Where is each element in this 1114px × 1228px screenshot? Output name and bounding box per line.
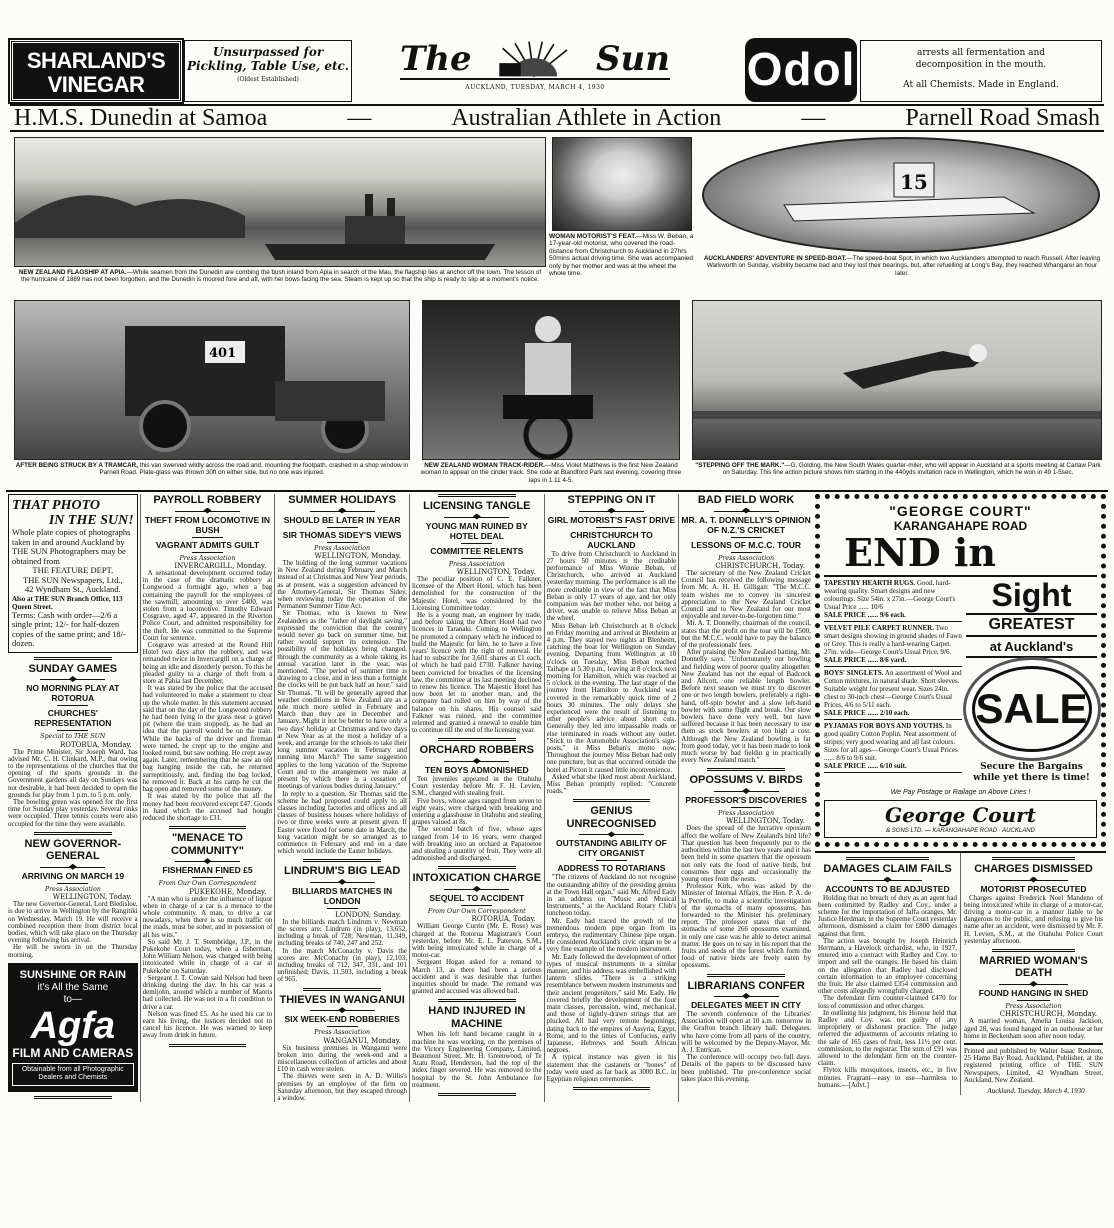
strip-headline: Parnell Road Smash bbox=[905, 105, 1100, 131]
article-subheadline: MOTORIST PROSECUTED bbox=[980, 883, 1087, 894]
article-paragraph: The holding of the long summer vacations in New Zealand during February and March instead of at Christmas and New Year periods, as at present, was a suggestion advanced by the Attorney-General, Sir Thomas Sidey, when reviewing today the operation of the Permanent Summer Time Act. bbox=[277, 559, 407, 611]
agfa-line: FILM AND CAMERAS bbox=[12, 1045, 134, 1060]
headline-ornament bbox=[310, 879, 375, 885]
gc-item-sale-price: SALE PRICE ...... 9/6 each. bbox=[824, 611, 906, 619]
rule bbox=[327, 1026, 358, 1027]
article-paragraph: William George Currin (Mr. E. Rose) was charged at the Rotorua Magistrate's Court yesterday, before Mr. E. L. Paterson, S.M., with being intoxicated while in charge of a motor-car. bbox=[411, 922, 542, 960]
headline-ornament bbox=[579, 831, 644, 837]
news-article bbox=[8, 832, 138, 959]
masthead-sun: Sun bbox=[596, 39, 670, 79]
article-paragraph: In outlining his judgment, his Honour held that Radley and Coy. was not guilty of any impropriety or dishonest practice. The judge referred the adjustments of accounts relating to the sale of 165 cases of fruit, less 11½ per cent. commission, to the registrar. The sum of £91 was allowed to the defendant firm on the counter-claim. bbox=[818, 1008, 957, 1068]
article-headline: CHARGES DISMISSED bbox=[974, 863, 1093, 875]
article-subheadline: PROFESSOR'S DISCOVERIES bbox=[685, 794, 807, 805]
article-separator bbox=[34, 657, 112, 660]
news-article bbox=[8, 657, 138, 828]
odol-ad-logo: Odol bbox=[745, 38, 857, 102]
headline-ornament bbox=[596, 860, 627, 861]
article-dateline: ROTORUA, Monday. bbox=[59, 740, 132, 749]
gc-headline: Sight bbox=[991, 577, 1072, 613]
article-paragraph: Sir Thomas, who is known to New Zealanders as the "father of daylight saving," expressed the conviction that the country would never go back on summer time, but rather would support its extension. The possibility of the holidays being changed, through the community as a whole taking its annual vacation later in the year, was mentioned. "The period of summer time is drawing to a close, and in less than a fortnight the clocks will be put back half an hour," said Sir Thomas. "It will be generally agreed that weather conditions in New Zealand are as a rule much more settled in February and March than they are in December and January. Might it not be better to have only a two days' holiday at Christmas and two days at New Year as at the most a holiday of a week, and arrange for the schools to take their long summer vacation in February and running into March? The same suggestion applies to the long vacation of the Supreme Court and to the arrangement we make at present by which there is a cessation of meetings of various bodies during January." bbox=[277, 609, 407, 791]
article-headline: "MENACE TO COMMUNITY" bbox=[170, 832, 244, 857]
caption-head: "STEPPING OFF THE MARK." bbox=[695, 462, 785, 469]
article-paragraph: Charges against Frederick Noel Mandeno of being intoxicated while in charge of a motor-car, driving a motor-car in a manner liable to be dangerous to the public, and refusing to give his name after an accident, were dismissed by Mr. F. H. Levien, S.M., at the Otahuhu Police Court yesterday afternoon. bbox=[964, 893, 1103, 945]
article-source: Press Association bbox=[179, 554, 236, 562]
article-source: From Our Own Correspondent bbox=[158, 880, 257, 888]
caption-head: AFTER BEING STRUCK BY A TRAMCAR, bbox=[15, 462, 138, 469]
headline-ornament bbox=[714, 508, 779, 514]
article-subheadline: VAGRANT ADMITS GUILT bbox=[155, 539, 260, 550]
article-headline: LIBRARIANS CONFER bbox=[687, 979, 805, 992]
gc-headline: END in bbox=[844, 530, 996, 575]
news-article bbox=[277, 859, 407, 983]
caption-text: —Miss W. Beban, a 17-year-old motorist, who covered the road-distance from Christchurch to Auckland in 27hrs 50mins actual driving time. She was accompanied only by her mother and was at the wheel the whole time. bbox=[549, 233, 694, 278]
rule bbox=[731, 552, 762, 553]
photo-caption bbox=[700, 255, 1104, 277]
article-paragraph: The seventh conference of the Libraries' Association will open at 10 a.m. tomorrow in the Grafton branch library hall. Delegates, who have come from all parts of the country, will be welcomed by the Deputy-Mayor, Mr. A. J. Entrican. bbox=[681, 1010, 811, 1055]
gc-sale-item bbox=[824, 667, 962, 720]
article-paragraph: The defendant firm counter-claimed £470 for loss of commission and other charges. bbox=[818, 994, 957, 1010]
article-separator bbox=[992, 949, 1075, 952]
article-subheadline: COMMITTEE RELENTS bbox=[430, 545, 524, 556]
article-source: Press Association bbox=[448, 560, 505, 568]
headline-ornament bbox=[999, 877, 1069, 883]
article-paragraph: A married woman, Amelia Louisa Jackson, aged 28, was found hanged in an outhouse at her home in Beckenham soon after noon today. bbox=[964, 1017, 1103, 1040]
gc-name: "GEORGE COURT" bbox=[889, 503, 1032, 519]
article-headline: PAYROLL ROBBERY bbox=[153, 494, 262, 506]
article-paragraph: The new Governor-General, Lord Bledisloe, is due to arrive in Wellington by the Rangitiki on Wednesday, March 19. He will receive a combined reception there from district local bodies, which will take place on the Thursday evening following his arrival. bbox=[8, 900, 138, 945]
article-headline: DAMAGES CLAIM FAILS bbox=[823, 863, 952, 875]
rule bbox=[192, 877, 223, 878]
gc-logo-sub: & SONS LTD. — KARANGAHAPE ROAD · AUCKLAND bbox=[886, 828, 1035, 834]
article-paragraph: In the billiards match Lindrum v. Newman the scores are: Lindrum (in play), 13,652, including a break of 728; Newman, 11,349, including breaks of 740, 247 and 252. bbox=[277, 917, 407, 948]
section-divider bbox=[6, 490, 1108, 492]
gc-sale-item bbox=[824, 577, 962, 622]
article-headline: LINDRUM'S BIG LEAD bbox=[284, 865, 401, 878]
article-subheadline: OUTSTANDING ABILITY OF CITY ORGANIST bbox=[556, 838, 667, 859]
odol-line2: At all Chemists. Made in England. bbox=[903, 80, 1059, 90]
photo-caption bbox=[692, 462, 1104, 477]
agfa-film-ad bbox=[8, 963, 138, 1092]
rule bbox=[192, 552, 223, 553]
article-subheadline: THEFT FROM LOCOMOTIVE IN BUSH bbox=[144, 514, 271, 535]
caption-text: —The speed-boat Spot, in which two Aucklanders attempted to reach Russell. After leaving Warkworth on Sunday, visibility became bad and they lost their bearings, but, after refuelling at Long's Bay, they reached Whangarei an hour later. bbox=[706, 255, 1101, 277]
article-paragraph: He will be sworn in on the Thursday morning. bbox=[8, 943, 138, 959]
agfa-line: Obtainable from all Photographic Dealers and Chemists bbox=[12, 1063, 134, 1086]
news-article bbox=[412, 738, 542, 862]
article-source: Special to THE SUN bbox=[40, 733, 106, 740]
article-paragraph: In reply to a question, Sir Thomas said the scheme he had proposed could apply to all classes including factories and offices and all classes of business houses where holidays of two or three weeks were at present given. If Easter were fixed for some date in March, the long vacation might be so arranged as to commence in February and end on a date which would include the Easter holidays. bbox=[277, 789, 407, 856]
strip-dash: — bbox=[347, 105, 372, 131]
agfa-line: to— bbox=[63, 993, 82, 1005]
news-article bbox=[143, 826, 273, 1040]
article-paragraph: Ten juveniles appeared in the Otahuhu Court yesterday before Mr. F. H. Levien, S.M., charged with stealing fruit. bbox=[411, 774, 542, 798]
article-subheadline: ACCOUNTS TO BE ADJUSTED bbox=[825, 883, 950, 894]
article-separator bbox=[573, 1087, 651, 1090]
article-separator bbox=[303, 859, 381, 862]
photo-speed-boat bbox=[702, 137, 1100, 253]
article-paragraph: Five boys, whose ages ranged from seven to eight years, were charged with breaking and entering a glasshouse in Otahuhu and stealing grapes valued at 8s. bbox=[411, 796, 542, 827]
article-headline: LICENSING TANGLE bbox=[423, 500, 531, 512]
george-court-sale-ad bbox=[815, 494, 1106, 847]
sharlands-vinegar-ad: SHARLAND'S VINEGAR bbox=[10, 40, 182, 102]
article-headline: ORCHARD ROBBERS bbox=[419, 744, 534, 757]
sale-sunburst-logo bbox=[972, 666, 1092, 752]
photo-tramcar-van bbox=[14, 300, 410, 460]
article-paragraph: To drive from Christchurch to Auckland in 27 hours 50 minutes is the creditable performance of Miss Winnie Beban, of Christchurch, who arrived at Auckland yesterday morning. The performance is all the more creditable in view of the fact that Miss Beban is only 17 years of age, and her only companion was her mother who, not being a driver, was unable to relieve Miss Beban at the wheel. bbox=[546, 549, 677, 623]
sharland-est: (Oldest Established) bbox=[237, 76, 299, 83]
news-article bbox=[277, 988, 407, 1103]
rule bbox=[731, 807, 762, 808]
article-paragraph: The bowling green was opened for the first time for Sunday play yesterday. Several rinks were occupied. Three tennis courts were also occupied for the time they were available. bbox=[8, 797, 138, 828]
headline-ornament bbox=[853, 877, 923, 883]
photo-ad-body: Whole plate copies of photographs taken in and around Auckland by THE SUN Photographers may be obtained from bbox=[12, 527, 131, 566]
headline-ornament bbox=[310, 1007, 375, 1013]
photo-hms-dunedin bbox=[14, 137, 546, 267]
article-paragraph: A typical instance was given in his statement that the castanets or "bones" of today were used as far back as 3000 B.C. in Egyptian religious ceremonies. bbox=[546, 1053, 677, 1084]
ship-illustration bbox=[15, 138, 546, 267]
article-paragraph: Sergeant Hogan asked for a remand to March 13, as there had been a serious accident and it was desirable that further inquiries should be made. The remand was granted and accused was allowed bail. bbox=[411, 958, 542, 996]
article-source: Press Association bbox=[718, 809, 775, 817]
article-dateline: CHRISTCHURCH, Today. bbox=[715, 562, 805, 570]
news-article bbox=[681, 768, 811, 969]
headline-ornament bbox=[175, 858, 240, 864]
gc-logo: George Court bbox=[885, 803, 1036, 827]
article-dateline: ROTORUA, Today. bbox=[471, 915, 536, 924]
article-source: From Our Own Correspondent bbox=[427, 907, 526, 915]
gc-sale-item bbox=[824, 720, 962, 773]
article-separator bbox=[169, 1044, 247, 1047]
article-dateline: LONDON, Sunday. bbox=[335, 910, 401, 919]
article-source: Press Association bbox=[314, 1029, 371, 1037]
photo-caption bbox=[549, 233, 695, 277]
odol-ad-text bbox=[860, 40, 1102, 102]
gc-item-name: TAPESTRY HEARTH RUGS. bbox=[824, 579, 916, 587]
article-dateline: WELLINGTON, Today. bbox=[52, 893, 132, 902]
sharland-tagline-text: Unsurpassed for Pickling, Table Use, etc. bbox=[187, 45, 349, 73]
caption-head: NEW ZEALAND FLAGSHIP AT APIA. bbox=[18, 269, 127, 276]
news-article bbox=[964, 857, 1103, 945]
photo-ad-terms: Terms: Cash with order—2/6 a single print; 12/- for half-dozen copies of the same print; and 18/- dozen. bbox=[12, 609, 126, 648]
masthead-the: The bbox=[400, 39, 472, 79]
article-paragraph: Mr. Eady followed the development of other types of musical instruments in a similar manner, and his address was embellished with lantern slides. "There is a striking resemblance between modern instruments and their ancient progenitors," said Mr. Eady. He covered briefly the development of the four main classes, percussion, wind, mechanical, and those of tightly-drawn strings that are plucked. All had very remote beginnings, dating back to the empires of Assyria, Egypt, Rome, and to the times of Confucius, early Japanese, Hebrews and South African negroes. bbox=[546, 952, 677, 1055]
article-paragraph: Mr. Eady had traced the growth of the tremendous modern pipe organ from its embryo, the rudimentary Chinese pipe organ. He considered Auckland's civic organ to be a very fine example of the modern instrument. bbox=[546, 916, 677, 954]
headline-ornament bbox=[310, 508, 375, 514]
article-separator bbox=[169, 826, 247, 829]
gc-postage: We Pay Postage or Railage on Above Lines ! bbox=[890, 789, 1031, 796]
gc-item-sale-price: SALE PRICE ...... 6/10 suit. bbox=[824, 762, 907, 770]
article-paragraph: It was stated by the police that all the money had been recovered except £47. Goods in hand which the accused had bought reduced the shortage to £31. bbox=[142, 792, 273, 822]
rule bbox=[327, 908, 358, 909]
george-court-logo-ad bbox=[824, 800, 1097, 838]
rule bbox=[57, 883, 88, 884]
article-subheadline: DELEGATES MEET IN CITY bbox=[691, 1000, 802, 1011]
agfa-logo: Agfa bbox=[30, 1004, 116, 1047]
agfa-line: SUNSHINE OR RAIN bbox=[19, 968, 126, 981]
article-subheadline: SIR THOMAS SIDEY'S VIEWS bbox=[282, 529, 402, 540]
news-article bbox=[681, 974, 811, 1084]
gc-sale-item bbox=[824, 622, 962, 667]
rule bbox=[461, 905, 492, 906]
article-headline: THIEVES IN WANGANUI bbox=[279, 993, 405, 1006]
article-source: Press Association bbox=[314, 544, 371, 552]
gc-street: KARANGAHAPE ROAD bbox=[893, 519, 1028, 533]
headline-ornament bbox=[461, 543, 492, 544]
headline-ornament bbox=[40, 676, 105, 682]
article-separator bbox=[992, 857, 1075, 860]
headline-ornament bbox=[714, 993, 779, 999]
article-paragraph: "A man who is under the influence of liquor when in charge of a car is a menace to the whole community. A man, to drive a car nowadays, when there is so much traffic on the roads, must be sober, and in possession of all his wits." bbox=[142, 894, 273, 939]
article-paragraph: When his left hand became caught in a machine he was working, on the premises of the Victory Engineering Company, Limited, Beaumont Street, Mr. H. Greenwood, of Te Atatu Road, Henderson, had the top of the index finger severed. He was removed to the hospital by the St. John Ambulance for treatment. bbox=[411, 1030, 542, 1089]
photo-golding-sprinter bbox=[692, 300, 1102, 460]
gc-item-list bbox=[824, 577, 962, 784]
van-illustration bbox=[15, 301, 410, 460]
headline-ornament bbox=[596, 527, 627, 528]
article-subheadline: TEN BOYS ADMONISHED bbox=[425, 764, 529, 775]
photo-headline-strip bbox=[10, 104, 1104, 132]
caption-head: AUCKLANDERS' ADVENTURE IN SPEED-BOAT. bbox=[703, 255, 847, 262]
news-article bbox=[547, 799, 677, 1083]
photo-ad-dept: THE FEATURE DEPT. bbox=[32, 565, 114, 575]
article-subheadline: BILLIARDS MATCHES IN LONDON bbox=[292, 885, 393, 906]
rider-illustration bbox=[423, 301, 680, 460]
news-article bbox=[412, 999, 542, 1089]
caption-text: —G. Golding, the New South Wales quarter-miler, who will appear in Auckland at a sports meeting at Carlaw Park on Saturday. This fine action picture shows him starting in the 440yds invitation race in Wellington, which he won in 49 1-5sec. bbox=[722, 462, 1101, 477]
article-separator bbox=[34, 1096, 112, 1099]
article-source: Press Association bbox=[1005, 1002, 1062, 1010]
article-headline: STEPPING ON IT bbox=[567, 494, 656, 506]
article-separator bbox=[438, 1093, 516, 1096]
rule bbox=[57, 730, 88, 731]
article-headline: INTOXICATION CHARGE bbox=[412, 872, 542, 885]
headline-ornament bbox=[579, 508, 644, 514]
article-headline: OPOSSUMS V. BIRDS bbox=[689, 774, 803, 787]
boat-illustration bbox=[704, 139, 1100, 253]
headline-ornament bbox=[444, 886, 509, 892]
caption-head: NEW ZEALAND WOMAN TRACK-RIDER. bbox=[424, 462, 545, 469]
caption-text: this van swerved wildly across the road and, mounting the footpath, crashed in a shop window in Parnell Road. Plate-glass was thrown 30ft on either side, but no one was injured. bbox=[99, 462, 409, 477]
article-paragraph: Professor Kirk, who was asked by the Minister of Internal Affairs, the Hon. P. A. de la Perrelle, to make a scientific investigation of the stomachs of many opossums, has forwarded to the Minister his preliminary report. The professor states that of the stomachs of some 266 opossums examined, in only one case was he able to detect animal matter. He goes on to say in his report that the fruits and seeds of the forest which form the food of native birds are freely eaten by opossums. bbox=[681, 882, 811, 970]
photo-caption bbox=[14, 462, 410, 477]
rising-sun-emblem-icon bbox=[489, 40, 579, 78]
article-separator bbox=[438, 999, 516, 1002]
article-headline: BAD FIELD WORK bbox=[697, 494, 795, 506]
article-subheadline: FOUND HANGING IN SHED bbox=[978, 987, 1089, 998]
article-subheadline: SHOULD BE LATER IN YEAR bbox=[283, 514, 401, 525]
article-subheadline: NO MORNING PLAY AT ROTORUA bbox=[26, 683, 120, 703]
article-paragraph: The action was brought by Joseph Heinrich Hermann, a Havelock orchardist, who, in 1927, entered into a contract with Radley and Coy. to import and sell the oranges. He based his claim on the allegation that Radley had disclosed certain information to an employee concerning the fruit. He also claimed £354 commission and other costs allegedly wrongfully charged. bbox=[818, 936, 957, 996]
article-paragraph: It was stated by the police that the accused had volunteered to make a statement to clear up the whole matter. In this statement accused said that on the day of the Longwood robbery he had been lying in the grass near a gravel pit (where the train stopped), as he had an idea that the payroll would be on the train. While the backs of the driver and fireman were turned, he crept up to the engine and looked round, but saw nothing. He crept away again. Later, remembering that he saw an old bag hanging inside the cab, he returned surreptitiously, and, finding the bag locked, he removed it. Back at his camp he cut the bag open and removed some of the money. bbox=[142, 684, 273, 794]
article-subheadline: ARRIVING ON MARCH 19 bbox=[21, 870, 125, 881]
gc-item-sale-price: SALE PRICE ...... 2/10 each. bbox=[824, 709, 910, 717]
article-paragraph: Mr. A. T. Donnelly, chairman of the council, states that the profit on the tour will be £500, but the M.C.C. would have to pay the balance of the professionals' fees. bbox=[681, 619, 811, 650]
strip-dash: — bbox=[801, 105, 826, 131]
gc-logo-sons: & SONS LTD. bbox=[886, 828, 924, 834]
headline-ornament bbox=[192, 537, 223, 538]
gc-item-desc: In good quality Cotton Poplin. Neat assortment of stripes; very good wearing and all fast colours. Sizes for all ages—George Court's Usual Prices ...... 8/6 to 9/6 suit. bbox=[824, 722, 958, 762]
photo-caption bbox=[420, 462, 682, 484]
article-dateline: INVERCARGILL, Monday. bbox=[174, 562, 267, 570]
article-separator bbox=[438, 738, 516, 741]
gc-logo-address: KARANGAHAPE ROAD · AUCKLAND bbox=[932, 828, 1035, 834]
article-separator bbox=[438, 494, 516, 497]
article-separator bbox=[303, 988, 381, 991]
caption-text: —Miss Violet Matthews is the first New Zealand woman to appear on the cinder track. She rode at Blandford Park last evening, covering three laps in 1.11 4-5. bbox=[420, 462, 682, 484]
article-source: Press Association bbox=[718, 554, 775, 562]
photo-woman-motorist bbox=[552, 137, 692, 231]
article-subheadline: YOUNG MAN RUINED BY HOTEL DEAL bbox=[425, 520, 528, 541]
article-subheadline: CHURCHES' REPRESENTATION bbox=[34, 708, 112, 728]
headline-ornament bbox=[327, 527, 358, 528]
short-news-columns bbox=[815, 851, 1106, 1095]
gc-headline: GREATEST bbox=[966, 613, 1097, 637]
article-paragraph: The Prime Minister, Sir Joseph Ward, has advised Mr. C. H. Clinkard, M.P., that owing to the representations of the churches that the opening of the sports grounds in the Government gardens all day on Sundays was not desirable, it had been decided to open the grounds for play from 1 p.m. to 5 p.m. only. bbox=[8, 747, 138, 799]
headline-ornament bbox=[175, 508, 240, 514]
boat-number: 15 bbox=[900, 170, 928, 194]
headline-ornament bbox=[714, 788, 779, 794]
article-headline: SUNDAY GAMES bbox=[28, 662, 118, 675]
article-dateline: PUKEKOHE, Monday. bbox=[189, 887, 267, 896]
photo-ad-address: 42 Wyndham St., Auckland. bbox=[24, 584, 121, 594]
rule bbox=[327, 542, 358, 543]
article-paragraph: The thieves were seen in A. D. Willis's premises by an employee of the firm on Saturday afternoon, but they escaped through a window. bbox=[277, 1072, 407, 1103]
gc-slogan: Secure the Bargains while yet there is time! bbox=[973, 762, 1090, 783]
article-subheadline: MR. A. T. DONNELLY'S OPINION OF N.Z.'S CRICKET bbox=[681, 514, 811, 535]
gc-item-desc: Two smart designs showing in ground shades of Fawn or Grey. This is really a hard-wearing Carpet. 27in. wide—George Court's Usual Price, 9/6. bbox=[824, 624, 962, 656]
strip-headline: H.M.S. Dunedin at Samoa bbox=[14, 105, 268, 131]
gc-item-desc: An assortment of Wool and Cotton mixtures, in natural shade. Short sleeves. Suitable weight for present wear. Sizes 24in. chest to 30-inch chest—George Court's Usual Prices, 4/6 to 5/11 each. bbox=[824, 669, 962, 709]
sharlands-tagline bbox=[184, 40, 352, 102]
news-article bbox=[964, 949, 1103, 1040]
gc-item-desc: Good, hard-wearing quality. Smart designs and new colourings. Size 54in. x 27in.—George Court's Usual Price ...... 10/6 bbox=[824, 579, 956, 611]
news-article bbox=[412, 494, 542, 734]
right-column bbox=[815, 494, 1106, 1095]
van-plate: 401 bbox=[209, 346, 237, 361]
article-paragraph: He is a young man, an engineer by trade, and before taking the Albert Hotel had two licences in Taranaki. Coming to Wellington he promoted a company which he induced to build the Majestic for him, he to have a five years' licence with the right of renewal. He had to subscribe for 3,601 shares at £1 each, of which he had paid £730. Falkner having been convicted for breaches of the licensing law, the committee at its last meeting declined to renew his licence. The Majestic Hotel has now been let to another man, and the company had rolled on him by way of the balance on his shares. His counsel said Falkner was ruined, and the committee relented and granted a renewal to enable him to continue till the end of the licensing year. bbox=[411, 611, 542, 735]
odol-line1: arrests all fermentation and decomposition in the mouth. bbox=[915, 48, 1047, 70]
printer-imprint: Printed and published by Walter Isaac Rushton, 25 Hame Bay Road, Auckland, Publisher, at the registered printing office of THE SUN Newspapers, Limited, 42 Wyndham Street, Auckland, New Zealand. bbox=[964, 1047, 1103, 1084]
article-subheadline: ADDRESS TO ROTARIANS bbox=[557, 863, 666, 874]
masthead bbox=[400, 40, 670, 80]
article-paragraph: The second batch of five, whose ages ranged from 14 to 16 years, were charged with breaking into an orchard at Papatoetoe and stealing a quantity of fruit. They were all admonished and discharged. bbox=[411, 825, 542, 863]
news-columns bbox=[8, 494, 811, 1102]
rule bbox=[1017, 1000, 1050, 1001]
article-separator bbox=[846, 857, 929, 860]
article-separator bbox=[438, 866, 516, 869]
article-separator bbox=[707, 768, 785, 771]
article-paragraph: Miss Beban left Christchurch at 8 o'clock on Friday morning and arrived at Blenheim at 4 p.m. They stayed two nights at Blenheim, catching the boat for Wellington on Sunday evening. Departing from Wellington at 10 o'clock on Tuesday, Miss Beban reached Taihape at 5.30 p.m., leaving at 8 o'clock next morning for Hamilton, which was reached at 5 o'clock in the evening. The last stage of the journey from Hamilton to Auckland was covered in the remarkably quick time of 2 hours 30 minutes. The only delays she experienced were the result of listening to other people's advice about short cuts. Generally they led into impassable roads or else terminated in roads without any outlet. "Stick to the Automobile Association's sign-posts," is Miss Beban's motto now. Throughout the journey Miss Beban had only one puncture, but as that occurred outside the hotel at Picton it caused little inconvenience. bbox=[546, 621, 677, 774]
article-paragraph: Flytox kills mosquitoes, insects, etc., in five minutes. Fragrant—easy to use—harmless to humans.—[Advt.] bbox=[818, 1066, 957, 1089]
article-headline: SUMMER HOLIDAYS bbox=[288, 494, 397, 506]
photo-service-ad bbox=[8, 494, 138, 653]
article-subheadline: SEQUEL TO ACCIDENT bbox=[429, 892, 525, 903]
article-paragraph: Asked what she liked most about Auckland, Miss Beban promptly replied: "Concrete roads." bbox=[546, 772, 677, 796]
caption-text: —While seamen from the Dunedin are combing the bush inland from Apia in search of the Mau, the flagship lies at anchor off the town. The lesson of the hurricane of 1889 has not been forgotten, and the Dunedin is moored fore and aft, with her bows facing the sea. Steam is kept up so that the ship is ready to slip at a moment's notice. bbox=[20, 269, 542, 284]
headline-ornament bbox=[731, 537, 762, 538]
gc-sale: SALE bbox=[975, 685, 1088, 732]
article-paragraph: So said Mr. J. T. Stembridge, J.P., in the Pukekohe Court today, when a fisherman, John William Nelson, was charged with being intoxicated while in charge of a car at Pukekohe on Saturday. bbox=[142, 937, 273, 975]
article-subheadline: SIX WEEK-END ROBBERIES bbox=[284, 1014, 400, 1025]
article-paragraph: "The citizens of Auckland do not recognise the outstanding ability of the presiding genius at the Town Hall organ," said Mr. Alfred Eady in an address on "Music and Musical Instruments," at the Auckland Rotary Club's luncheon today. bbox=[546, 873, 677, 918]
article-subheadline: GIRL MOTORIST'S FAST DRIVE bbox=[547, 514, 676, 525]
photo-ad-title: IN THE SUN! bbox=[48, 513, 134, 528]
article-headline: NEW GOVERNOR-GENERAL bbox=[24, 837, 122, 863]
photo-caption bbox=[14, 269, 546, 284]
article-paragraph: Sergeant J. T. Cowan said Nelson had been drinking during the day. In his car was a demijohn, around which a number of Maoris had collected. He was not in a fit condition to drive a car. bbox=[142, 973, 273, 1011]
article-subheadline: LESSONS OF M.C.C. TOUR bbox=[691, 539, 802, 550]
article-source: Press Association bbox=[44, 885, 101, 893]
rule bbox=[461, 558, 492, 559]
headline-ornament bbox=[444, 758, 509, 764]
news-article bbox=[412, 866, 542, 995]
photo-ad-company: THE SUN Newspapers, Ltd., bbox=[23, 574, 123, 585]
article-subheadline: FISHERMAN FINED £5 bbox=[162, 865, 253, 876]
article-paragraph: Nelson was fined £5. As he used his car to earn his living, the justices decided not to cancel his licence. He was warned to keep away from drink in future. bbox=[142, 1009, 273, 1040]
gc-headline: at Auckland's bbox=[966, 637, 1097, 658]
gc-item-name: BOYS' SINGLETS. bbox=[824, 669, 884, 677]
gc-item-sale-price: SALE PRICE ...... 8/6 yard. bbox=[824, 656, 907, 664]
article-dateline: WANGANUI, Monday. bbox=[323, 1036, 401, 1045]
article-separator bbox=[707, 974, 785, 977]
article-paragraph: Six business premises in Wanganui were broken into during the week-end and a miscellaneous collection of articles and about £10 in cash were stolen. bbox=[277, 1043, 407, 1074]
article-paragraph: Cosgrave was arrested at the Round Hill Hotel two days after the robbery, and was remanded twice in Invercargill on a charge of being an idle and disorderly person. To this he pleaded guilty to a charge of theft from a store at Pahia last December. bbox=[142, 641, 273, 686]
caption-head: WOMAN MOTORIST'S FEAT. bbox=[549, 233, 637, 240]
article-paragraph: A sensational development occurred today in the case of the dramatic robbery at Longwood a fortnight ago, when a bag containing the payroll for the employees of the sawmill, amounting to over £400, was stolen from a locomotive. Timothy Edward Cosgrave, aged 47, appeared in the Riverton Police Court, and admitted responsibility for the theft. He was committed to the Supreme Court for sentence. bbox=[142, 569, 273, 642]
article-headline: GENIUS UNRECOGNISED bbox=[566, 805, 657, 830]
article-separator bbox=[34, 832, 112, 835]
article-headline: MARRIED WOMAN'S DEATH bbox=[979, 954, 1088, 980]
article-dateline: WELLINGTON, Monday. bbox=[314, 552, 401, 560]
article-paragraph: The conference will occupy two full days. Details of the papers to be discussed have been published. The pre-conference social takes place this evening. bbox=[681, 1053, 811, 1083]
article-paragraph: The peculiar position of C. E. Falkner, licensee of the Albert Hotel, which has been demolished for the construction of the Majestic Hotel, was considered by the Licensing Committee today. bbox=[411, 575, 542, 612]
gc-item-name: PYJAMAS FOR BOYS AND YOUTHS. bbox=[824, 722, 945, 730]
article-paragraph: After praising the New Zealand batting, Mr. Donnelly says: "Unfortunately our bowling and fielding were of poorer quality altogether. New Zealand has not the equal of Badcock and Allcott, one reliable length bowler. Before next season we must try to discover one or two length bowlers, preferably a right-hand, off-spin bowler and a slow left-hand bowler with some flight and break. Our slow bowlers have done very well, but have suffered because it has been necessary to use them as stock bowlers at too high a cost. Although the New Zealand bowling is far from good today, yet it has been made to look much worse by bad fieldin g in practically every New Zealand match." bbox=[681, 648, 811, 765]
photo-ad-title: THAT PHOTO bbox=[12, 498, 101, 513]
athlete-illustration bbox=[693, 301, 1102, 460]
issue-date: AUCKLAND, TUESDAY, MARCH 4, 1930 bbox=[465, 84, 605, 91]
article-subheadline: CHRISTCHURCH TO AUCKLAND bbox=[570, 529, 653, 550]
article-paragraph: Does the spread of the lucrative opossum affect the welfare of New Zealand's bird life? That question has been frequently put to the authorities within the last two years and it has been held in some quarters that the opossum not only eats the food of native birds, but consumes their eggs and occasionally the young ones from the nests. bbox=[681, 824, 811, 883]
headline-ornament bbox=[40, 864, 105, 870]
headline-ornament bbox=[57, 705, 88, 706]
imprint-date: Auckland, Tuesday, March 4, 1930 bbox=[987, 1087, 1085, 1096]
agfa-line: it's All the Same bbox=[37, 981, 109, 993]
headline-ornament bbox=[999, 981, 1069, 987]
headline-ornament bbox=[444, 514, 509, 520]
strip-headline: Australian Athlete in Action bbox=[451, 105, 722, 131]
article-separator bbox=[573, 799, 651, 802]
article-paragraph: The secretary of the New Zealand Cricket Council has received the following message from Mr. A. H. H. Gilligan: "The M.C.C. team wishes me to convey its sincerest appreciation to the New Zealand Cricket Council and to New Zealand for our most enjoyable and never-to-be-forgotten time." bbox=[681, 569, 811, 621]
article-headline: HAND INJURED IN MACHINE bbox=[428, 1005, 526, 1030]
article-dateline: WELLINGTON, Today. bbox=[456, 568, 536, 576]
article-dateline: CHRISTCHURCH, Monday. bbox=[999, 1010, 1097, 1019]
article-dateline: WELLINGTON, Today. bbox=[726, 817, 805, 826]
article-paragraph: Holding that no breach of duty as an agent had been committed by Radley and Coy., under a scheme for the importation of Jaffa oranges, Mr. Justice Herdman, in the Supreme Court yesterday afternoon, dismissed a claim for £800 damages against that firm. bbox=[818, 893, 957, 938]
photo-ad-branch: Also at THE SUN Branch Office, 113 Queen Street. bbox=[12, 594, 123, 611]
gc-item-name: VELVET PILE CARPET RUNNER. bbox=[824, 624, 934, 632]
news-article bbox=[818, 857, 957, 1089]
article-paragraph: In the match McConachy v. Davis the scores are: McConachy (in play), 12,103, including breaks of 712, 347, 331, and 101 unfinished; Davis, 11,503, including a break of 965. bbox=[277, 946, 407, 984]
photo-track-rider bbox=[422, 300, 680, 460]
